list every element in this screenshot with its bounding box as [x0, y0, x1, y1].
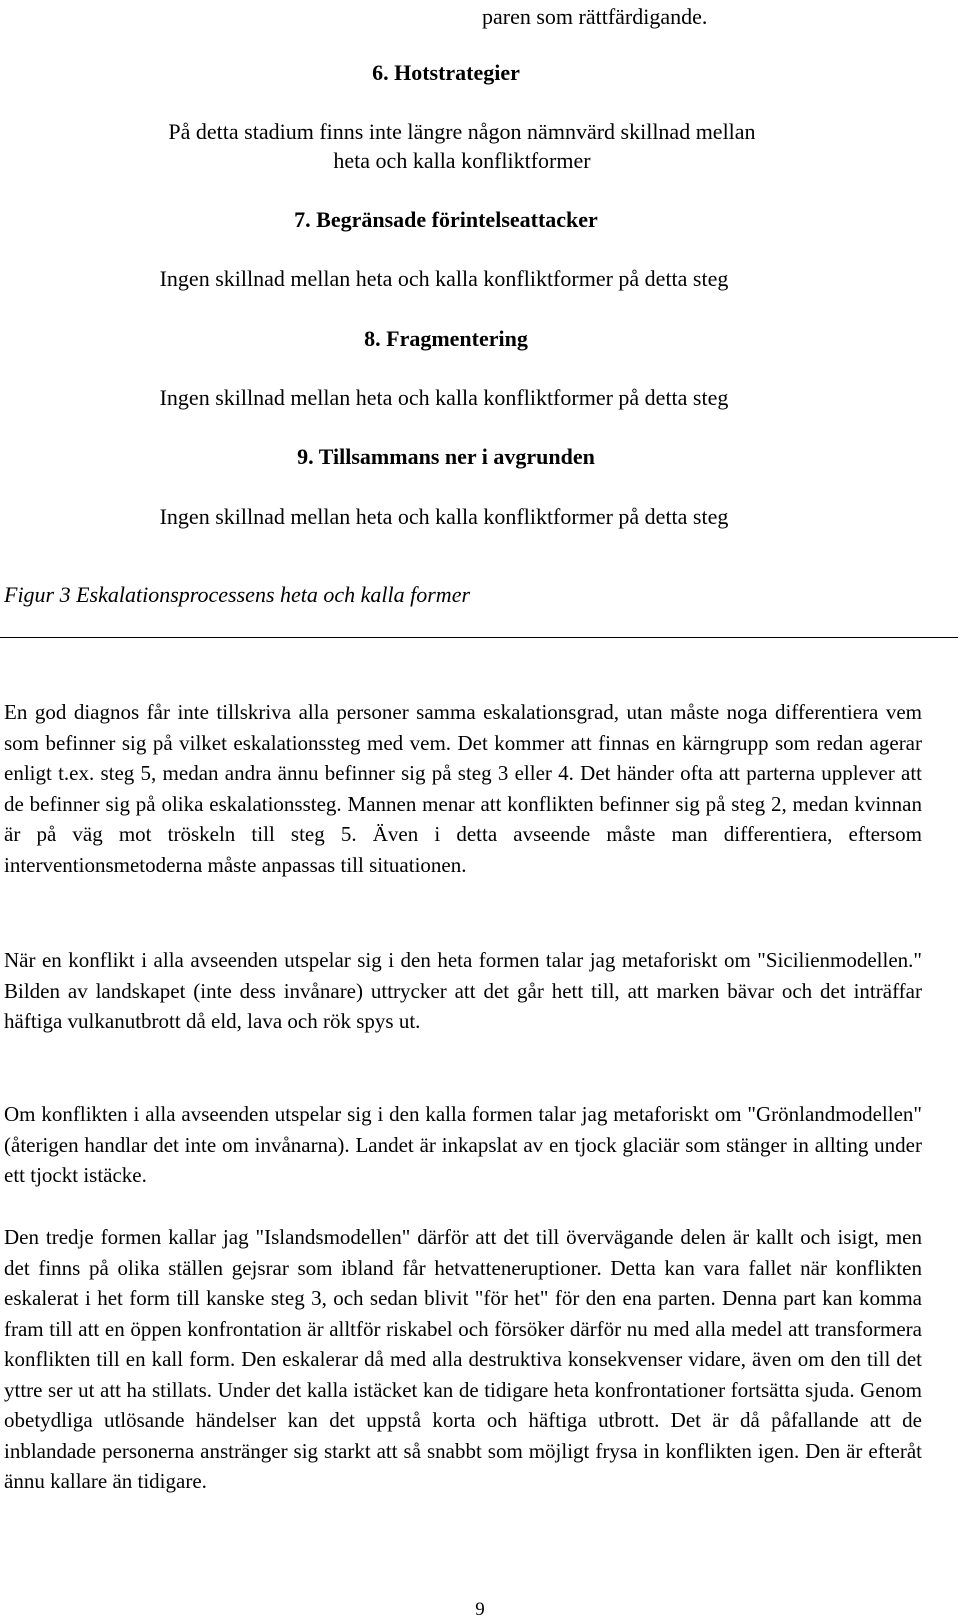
step-9-text: Ingen skillnad mellan heta och kalla konfliktformer på detta steg [159, 504, 729, 529]
paragraph-diagnos: En god diagnos får inte tillskriva alla personer samma eskalationsgrad, utan måste noga differentiera vem som befinner sig på vilket eskalationssteg med vem. Det kommer att finnas en kärngrupp som redan agerar enligt t.ex. steg 5, medan andra ännu befinner sig på steg 3 eller 4. Det händer ofta att parterna upplever att de befinner sig på olika eskalationssteg. Mannen menar att konflikten befinner sig på steg 2, medan kvinnan är på väg mot tröskeln till steg 5. Även i detta avseende måste man differentiera, eftersom interventionsmetoderna måste anpassas till situationen. [4, 700, 922, 877]
step-6-text-line-1: På detta stadium finns inte längre någon nämnvärd skillnad mellan [168, 119, 756, 144]
section-divider [0, 637, 958, 638]
step-9-heading: 9. Tillsammans ner i avgrunden [297, 444, 595, 469]
figure-caption: Figur 3 Eskalationsprocessens heta och kalla former [4, 582, 471, 607]
continuation-text: paren som rättfärdigande. [482, 4, 708, 29]
paragraph-gronlandmodellen: Om konflikten i alla avseenden utspelar sig i den kalla formen talar jag metaforiskt om "Grönlandmodellen" (återigen handlar det inte om invånarna). Landet är inkapslat av en tjock glaciär som stänger in allting under ett tjockt istäcke. [4, 1102, 922, 1187]
paragraph-sicilienmodellen: När en konflikt i alla avseenden utspelar sig i den heta formen talar jag metaforiskt om "Sicilienmodellen." Bilden av landskapet (inte dess invånare) uttrycker att det går hett till, att marken bävar och det inträffar häftiga vulkanutbrott då eld, lava och rök spys ut. [4, 948, 922, 1033]
step-6-heading: 6. Hotstrategier [372, 60, 520, 85]
step-8-heading: 8. Fragmentering [364, 326, 528, 351]
step-8-text: Ingen skillnad mellan heta och kalla konfliktformer på detta steg [159, 385, 729, 410]
step-7-heading: 7. Begränsade förintelseattacker [294, 207, 598, 232]
page-number: 9 [475, 1599, 485, 1620]
step-6-text-line-2: heta och kalla konfliktformer [333, 148, 591, 173]
step-7-text: Ingen skillnad mellan heta och kalla konfliktformer på detta steg [159, 266, 729, 291]
paragraph-islandsmodellen: Den tredje formen kallar jag "Islandsmodellen" därför att det till övervägande delen är kallt och isigt, men det finns på olika ställen gejsrar som ibland får hetvatteneruptioner. Detta kan vara fallet när konflikten eskalerat i het form till kanske steg 3, och sedan blivit "för het" för den ena parten. Denna part kan komma fram till att en öppen konfrontation är alltför riskabel och försöker därför nu med alla medel att transformera konflikten till en kall form. Den eskalerar då med alla destruktiva konsekvenser vidare, även om den till det yttre ser ut att ha stillats. Under det kalla istäcket kan de tidigare heta konfrontationer fortsätta sjuda. Genom obetydliga utlösande händelser kan det uppstå korta och häftiga utbrott. Det är då påfallande att de inblandade personerna anstränger sig starkt att så snabbt som möjligt frysa in konflikten igen. Den är efteråt ännu kallare än tidigare. [4, 1225, 922, 1493]
